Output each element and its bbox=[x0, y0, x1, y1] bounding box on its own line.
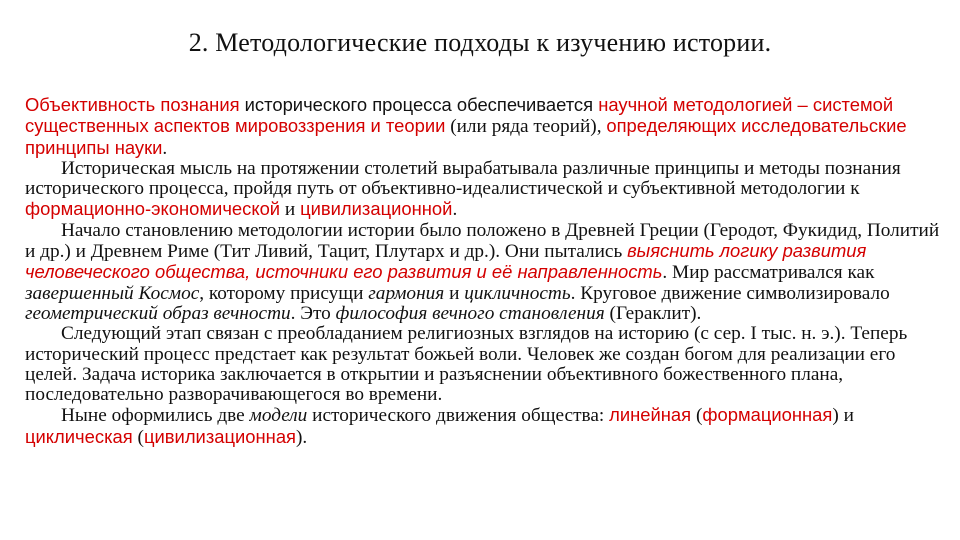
text-fragment: Следующий этап связан с преобладанием религиозных взглядов на историю (с сер. I тыс. н. э.). Теперь исторический процесс предстает как результат божьей воли. Человек же создан богом для реализации его целей. Задача историка заключается в открытии и разъяснении объективного божественного плана, последовательно разворачивающегося во времени. bbox=[25, 323, 908, 406]
paragraph-objectivity bbox=[25, 95, 945, 159]
text-fragment: Начало становлению методологии истории было положено в Древней Греции (Геродот, Фукидид, Политий и др.) и Древнем Риме (Тит Ливий, Тацит, Плутарх и др.). Они пытались bbox=[25, 219, 940, 263]
term-system-of-aspects: – системой существенных аспектов мировоззрения и теории bbox=[25, 94, 894, 137]
text-fragment: . Круговое движение символизировало bbox=[570, 282, 890, 304]
term-formational-model: формационная bbox=[702, 404, 833, 426]
text-fragment: ). bbox=[296, 426, 308, 448]
text-fragment: . Это bbox=[290, 302, 336, 324]
text-fragment: Ныне оформились две bbox=[61, 405, 250, 427]
text-fragment: (Гераклит). bbox=[604, 302, 702, 324]
term-models: модели bbox=[249, 405, 308, 427]
text-fragment: ) и bbox=[832, 405, 854, 427]
term-objectivity: Объективность познания bbox=[25, 94, 240, 115]
term-eternity-image: геометрический образ вечности bbox=[25, 302, 291, 324]
paragraph-historical-thought bbox=[25, 159, 945, 221]
text-fragment: ( bbox=[132, 426, 144, 448]
term-cyclical: циклическая bbox=[25, 425, 133, 447]
term-formational: формационно-экономической bbox=[25, 198, 281, 220]
text-fragment: и bbox=[444, 282, 465, 304]
term-research-principles: определяющих исследовательские принципы науки bbox=[25, 115, 907, 158]
paragraph-antiquity bbox=[25, 221, 945, 324]
slide-body bbox=[25, 95, 945, 448]
text-fragment: Историческая мысль на протяжении столетий вырабатывала различные принципы и методы познания исторического процесса, пройдя путь от объективно-идеалистической и субъективной методологии к bbox=[25, 157, 901, 200]
paragraph-models bbox=[25, 405, 945, 448]
term-eternal-becoming: философия вечного становления bbox=[335, 302, 605, 324]
text-fragment: и bbox=[280, 199, 301, 221]
text-fragment: . Мир рассматривался как bbox=[662, 262, 875, 284]
slide-title: 2. Методологические подходы к изучению истории. bbox=[188, 28, 772, 57]
text-fragment: , которому присущи bbox=[199, 282, 369, 304]
text-fragment: ( bbox=[691, 405, 703, 427]
term-scientific-methodology: научной методологией bbox=[598, 94, 793, 115]
text-fragment: . bbox=[452, 199, 458, 221]
paragraph-religious-stage bbox=[25, 324, 945, 405]
term-harmony: гармония bbox=[368, 282, 445, 304]
term-civilizational-model: цивилизационная bbox=[143, 425, 297, 447]
term-cosmos: завершенный Космос bbox=[25, 282, 200, 304]
term-linear: линейная bbox=[609, 404, 692, 426]
term-civilizational: цивилизационной bbox=[300, 198, 453, 220]
term-cyclicity: цикличность bbox=[464, 282, 571, 304]
text-fragment: . bbox=[162, 137, 168, 159]
text-fragment: исторического движения общества: bbox=[307, 405, 610, 427]
term-logic-of-development: выяснить логику развития человеческого общества, источники его развития и её направленность bbox=[25, 240, 867, 283]
text-fragment: (или ряда теорий), bbox=[445, 116, 607, 138]
text-fragment: исторического процесса обеспечивается bbox=[239, 94, 599, 115]
